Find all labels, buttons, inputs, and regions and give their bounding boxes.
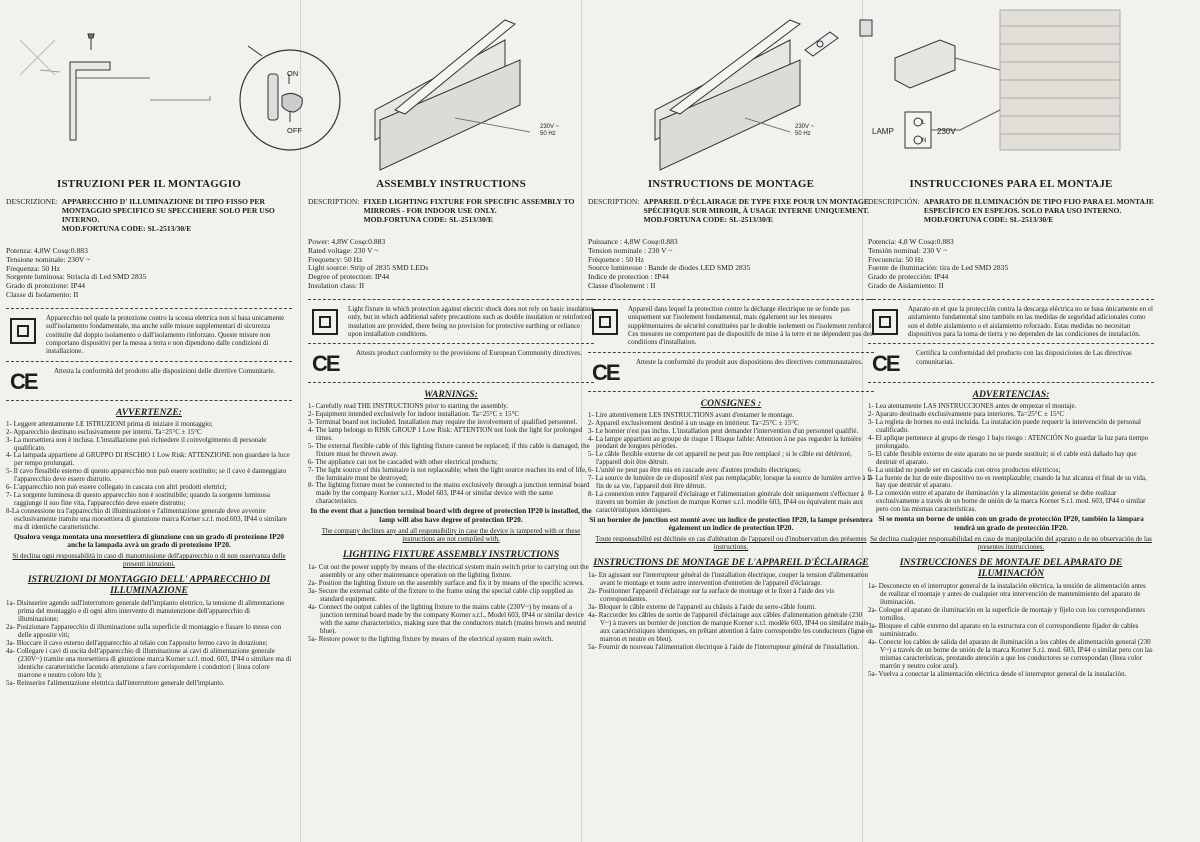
- assembly-heading: INSTRUCCIONES DE MONTAJE DEL APARATO DE ILUMINACIÓN: [899, 556, 1123, 579]
- ce-block: [308, 349, 594, 377]
- warnings-heading: AVVERTENZE:: [116, 406, 182, 418]
- ip20-warning: Si un bornier de jonction est monté avec un indice de protection IP20, la lampe présentera également un indice de protection IP20.: [589, 514, 873, 532]
- warning-item: 7- La source de lumière de ce dispositif n'est pas remplaçable; lorsque la source de lumière arrive à la fin de sa vie, l'appareil doit être détruit.: [588, 474, 873, 490]
- ce-mark-icon: CE: [872, 351, 899, 377]
- divider: [868, 299, 1154, 300]
- ce-text: Attesta la conformità del prodotto alle disposizioni delle direttive Comunitarie.: [54, 366, 276, 375]
- warning-item: 2- Equipment intended exclusively for indoor installation. Ta=25°C ± 15°C: [308, 410, 520, 419]
- section-title: ASSEMBLY INSTRUCTIONS: [376, 178, 526, 190]
- warning-item: 8-La connessione tra l'apparecchio di illuminazione e l'alimentazione generale deve avvenire esclusivamente tramite una morsettiera di giunzione marca Korner s.r.l. mod.603, IP44 o similare ma di identiche caratteristiche.: [6, 506, 287, 531]
- warning-item: 3- La regleta de bornes no está incluida. La instalación puede requerir la intervención de personal cualificado.: [868, 418, 1141, 435]
- warning-item: 8- The lighting fixture must be connected to the mains exclusively through a junction terminal board made by the company Korner s.r.l., Model 603, IP44 or similar device with the same characteristics.: [308, 481, 590, 506]
- divider: [588, 299, 874, 300]
- warning-item: 4- The lamp belongs to RISK GROUP 1 Low Risk: ATTENTION not look the light for prolonged times.: [308, 426, 583, 443]
- assembly-steps: [588, 571, 874, 651]
- warnings-list: [588, 412, 874, 515]
- warning-item: 6- The appliance can not be cascaded with other electrical products;: [308, 457, 498, 466]
- assembly-steps: [6, 599, 292, 687]
- warning-item: 3- Le bornier n'est pas inclus. L'installation peut demander l'intervention d'un personnel qualifié.: [588, 426, 859, 435]
- assembly-step: 5a- Fournir de nouveau l'alimentation électrique à l'aide de l'interrupteur général de l'installation.: [588, 643, 860, 652]
- warning-item: 3- La morsettiera non è inclusa. L'installazione può richiedere il coinvolgimento di personale qualificato.: [6, 435, 267, 452]
- divider: [6, 308, 292, 309]
- spec-item: Tension nominale : 230 V ~: [588, 245, 673, 255]
- description-label: DESCRIZIONE:: [6, 197, 58, 206]
- warning-item: 1- Leggere attentamente LE ISTRUZIONI prima di iniziare il montaggio;: [6, 419, 213, 428]
- warning-item: 2- Appareil exclusivement destiné à un usage en intérieur. Ta=25°C ± 15°C: [588, 418, 799, 427]
- section-title: INSTRUCTIONS DE MONTAGE: [647, 178, 815, 190]
- spec-item: Tensione nominale: 230V ~: [6, 254, 91, 264]
- spec-item: Frecuencia: 50 Hz: [868, 254, 924, 264]
- divider: [308, 299, 594, 300]
- spec-item: Insulation class: II: [308, 280, 365, 290]
- spec-item: Sorgente luminosa: Striscia di Led SMD 2835: [6, 272, 147, 282]
- divider: [6, 400, 292, 401]
- spec-item: Tensión nominal: 230 V ~: [868, 245, 948, 255]
- ce-mark-icon: CE: [10, 368, 37, 394]
- description-block: [868, 197, 1154, 224]
- spec-list: [6, 247, 292, 300]
- spec-list: [588, 238, 874, 291]
- description-text: [363, 197, 594, 224]
- assembly-step: 3a- Secure the external cable of the fixture to the frame using the special cable clip supplied as standard equipment.: [308, 587, 573, 603]
- spec-list: [308, 238, 594, 291]
- warning-item: 6- La unidad no puede ser en cascada con otros productos eléctricos;: [868, 465, 1061, 474]
- voltage-label-2: 230V ~ 50 Hz: [540, 124, 560, 137]
- assembly-step: 4a- Collegare i cavi di uscita dell'apparecchio di illuminazione ai cavi di alimentazione generale (230V~) tramite una morsettiera di giunzione marca Korner s.r.l. mod. 603, IP44 o similare ma di identiche caratteristiche facendo attenzione a fare corrispondere i conduttori ( linea colore marrone e neutro colore blu );: [6, 647, 292, 680]
- class2-text: Aparato en el que la protección contra la descarga eléctrica no se basa únicamente en el aislamiento fundamental sino también en las medidas de seguridad adicionales como son el doble aislamiento o el aislamiento reforzado. Estas medidas no necesitan dispositivos para la toma de tierra y no dependen de las condiciones de instalación.: [908, 304, 1153, 338]
- double-insulation-icon: [10, 318, 36, 344]
- warning-item: 4- El aplique pertenece al grupo de riesgo 1 bajo riesgo : ATENCIÓN No guardar la luz para tiempo prolongado.: [868, 434, 1149, 450]
- spec-item: Classe di Isolamento: II: [6, 289, 79, 299]
- model-code: MOD.FORTUNA CODE: SL-2513/30/E: [643, 215, 773, 224]
- assembly-step: 5a- Restore power to the lighting fixture by means of the electrical system main switch.: [308, 635, 554, 643]
- spec-item: Source lumineuse : Bande de diodes LED SMD 2835: [588, 263, 751, 273]
- spec-item: Potenza: 4,8W Cosφ:0.883: [6, 246, 88, 255]
- description-block: [588, 197, 874, 224]
- divider: [588, 352, 874, 353]
- spec-item: Frequency: 50 Hz: [308, 254, 363, 264]
- responsibility-note: Si declina ogni responsabilità in caso di manomissione dell'apparecchio o di non osservanza delle presenti istruzioni.: [12, 552, 286, 569]
- model-code: MOD.FORTUNA CODE: SL-2513/30/E: [363, 215, 493, 224]
- language-column: [6, 178, 292, 842]
- warnings-list: [868, 403, 1154, 514]
- warnings-heading: ADVERTENCIAS:: [972, 389, 1050, 401]
- warning-item: 5- Le câble flexible externe de cet appareil ne peut pas être remplacé ; si le câble est détérioré, l'appareil doit être détruit.: [588, 450, 852, 467]
- section-title: ISTRUZIONI PER IL MONTAGGIO: [57, 178, 241, 190]
- divider: [868, 343, 1154, 344]
- spec-item: Indice de protection : IP44: [588, 272, 669, 282]
- warning-item: 2- Apparecchio destinato esclusivamente per interni. Ta=25°C ± 15°C: [6, 427, 202, 436]
- description-text: [643, 197, 874, 224]
- assembly-step: 2a- Position the lighting fixture on the assembly surface and fix it by means of the specific screws.: [308, 579, 585, 587]
- assembly-step: 2a- Posizionare l'apparecchio di illuminazione sulla superficie di montaggio e fissare lo stesso con delle apposite viti;: [6, 623, 282, 640]
- class2-block: [868, 305, 1154, 339]
- assembly-step: 3a- Bloquer le câble externe de l'appareil au châssis à l'aide du serre-câble fourni.: [588, 603, 816, 612]
- bracket-screw-drawing: [20, 34, 210, 140]
- assembly-steps: [308, 563, 594, 643]
- assembly-step: 1a- Cut out the power supply by means of the electrical system main switch prior to carrying out the assembly or any other maintenance operation on the lighting fixture.: [308, 563, 589, 579]
- spec-item: Light source: Strip of 2835 SMD LEDs: [308, 263, 429, 273]
- assembly-step: 5a- Vuelva a conectar la alimentación eléctrica desde el interruptor general de la instalación.: [868, 669, 1127, 678]
- class2-block: [6, 314, 292, 356]
- voltage-label-3: 230V ~ 50 Hz: [795, 124, 815, 137]
- mirror-mount-drawing: [375, 20, 530, 170]
- description-label: DESCRIPTION:: [308, 197, 360, 206]
- responsibility-note: The company declines any and all responsibility in case the device is tampered with or these instructions are not complied with.: [321, 527, 581, 543]
- ce-mark-icon: CE: [592, 359, 619, 385]
- warning-item: 5- The external flexible cable of this lighting fixture cannot be replaced; if this cable is damaged, the fixture must be thrown away.: [308, 441, 590, 458]
- warning-item: 6- L'apparecchio non può essere collegato in cascata con altri prodotti elettrici;: [6, 483, 227, 492]
- class2-text: Apparecchio nel quale la protezione contro la scossa elettrica non si basa unicamente sull'isolamento fondamentale, ma anche sulle misure supplementari di sicurezza costituite dal doppio isolamento o dall'isolamento rinforzato. Queste misure non comportano dispositivi per la messa a terra e non dipendono dalle condizioni di installazione.: [46, 313, 285, 356]
- assembly-heading: ISTRUZIONI DI MONTAGGIO DELL' APPARECCHIO DI ILLUMINAZIONE: [27, 574, 271, 597]
- description-body: FIXED LIGHTING FIXTURE FOR SPECIFIC ASSEMBLY TO MIRRORS - FOR INDOOR USE ONLY.: [363, 197, 575, 215]
- ce-text: Atteste la conformité du produit aux dispositions des directives communautaires.: [636, 357, 863, 366]
- language-column: [868, 178, 1154, 842]
- warning-item: 1- Lea atentamente LAS INSTRUCCIONES antes de empezar el montaje.: [868, 402, 1077, 411]
- ce-block: [588, 358, 874, 386]
- warning-item: 8- La connexion entre l'appareil d'éclairage et l'alimentation générale doit uniquement s'effectuer à travers un bornier de jonction de marque Korner s.r.l. modèle 603, IP44 ou équivalent mais aux caractéristiques identiques.: [588, 489, 864, 514]
- warnings-list: [308, 403, 594, 506]
- warning-item: 7- La sorgente luminosa di questo apparecchio non è sostituibile; quando la sorgente luminosa raggiunge il suo fine vita, l'apparecchio deve essere distrutto;: [6, 490, 270, 507]
- language-column: [308, 178, 594, 842]
- assembly-step: 1a- En agissant sur l'interrupteur général de l'installation électrique, couper la tension d'alimentation avant le montage et toute autre intervention d'entretien de l'appareil d'éclairage.: [588, 571, 868, 588]
- spec-item: Classe d'isolement : II: [588, 280, 656, 290]
- description-body: APPARECCHIO D' ILLUMINAZIONE DI TIPO FISSO PER MONTAGGIO SPECIFICO SU SPECCHIERE SOLO PER USO INTERNO.: [61, 197, 275, 224]
- warnings-list: [6, 421, 292, 532]
- warning-item: 4- La lampada appartiene al GRUPPO DI RSCHIO 1 Low Risk: ATTENZIONE non guardare la luce per tempo prolungati.: [6, 451, 290, 468]
- mirror-mount-drawing-2: [655, 20, 838, 170]
- ip20-warning: Si se monta un borne de unión con un grado de protección IP20, también la lámpara tendrá un grado de protección IP20.: [878, 514, 1144, 532]
- model-code: MOD.FORTUNA CODE: SL-2513/30/E: [923, 215, 1054, 224]
- spec-item: Puissance : 4,8W Cosφ:0.883: [588, 237, 678, 246]
- description-label: DESCRIPCIÓN:: [868, 197, 920, 206]
- terminal-box-drawing: [860, 10, 1120, 150]
- responsibility-note: Toute responsabilité est déclinée en cas d'altération de l'appareil ou d'inobservation des présentes instructions.: [595, 535, 867, 552]
- description-block: [6, 197, 292, 233]
- description-body: APPAREIL D'ÉCLAIRAGE DE TYPE FIXE POUR UN MONTAGE SPÉCIFIQUE SUR MIROIR, À USAGE INTERNE UNIQUEMENT.: [643, 197, 870, 215]
- warning-item: 7- The light source of this luminaire is not replaceable; when the light source reaches its end of life, the luminaire must be destroyed;: [308, 465, 587, 482]
- assembly-heading: LIGHTING FIXTURE ASSEMBLY INSTRUCTIONS: [342, 549, 560, 560]
- ip20-warning: In the event that a junction terminal board with degree of protection IP20 is installed, the lamp will also have degree of protection IP20.: [310, 506, 592, 524]
- ce-text: Attests product conformity to the provisions of European Community directives.: [356, 349, 582, 358]
- assembly-heading: INSTRUCTIONS DE MONTAGE DE L'APPAREIL D'ÉCLAIRAGE: [593, 557, 869, 569]
- spec-item: Fuente de iluminación: tira de Led SMD 2835: [868, 263, 1009, 273]
- description-text: [62, 197, 292, 233]
- ce-text: Certifica la conformidad del producto con las disposiciones de Las directivas comunitarias.: [916, 349, 1132, 366]
- terminal-n-label: N: [922, 138, 927, 144]
- spec-list: [868, 238, 1154, 291]
- ce-mark-icon: CE: [312, 351, 339, 377]
- warning-item: 8- La conexión entre el aparato de iluminación y la alimentación general se debe realizar exclusivamente a través de un borne de unión de la marca Korner S.r.l. mod. 603, IP44 o similar pero con las mismas características.: [868, 489, 1146, 514]
- spec-item: Grado di protezione: IP44: [6, 281, 86, 291]
- spec-item: Power: 4,8W Cosφ:0.883: [308, 237, 386, 246]
- description-label: DESCRIPTION:: [588, 197, 640, 206]
- assembly-illustrations: [0, 0, 1200, 178]
- switch-off-label: OFF: [287, 126, 302, 135]
- switch-on-label: ON: [287, 69, 299, 78]
- warnings-heading: CONSIGNES :: [700, 397, 762, 409]
- assembly-step: 3a- Bloquee el cable externo del aparato en la estructura con el correspondiente fijador de cables suministrado.: [868, 621, 1139, 638]
- spec-item: Fréquence : 50 Hz: [588, 254, 644, 264]
- ip20-warning: Qualora venga montata una morsettiera di giunzione con un grado di protezione IP20 anche la lampada avrà un grado di protezione IP20.: [13, 531, 285, 549]
- terminal-l-label: L: [922, 120, 926, 126]
- assembly-step: 4a- Connect the output cables of the lighting fixture to the mains cable (230V~) by means of a junction terminal board made by the company Korner s.r.l., Model 603, IP44 or similar device with the same characteristics, making sure that the conductors match (mains brown and neutral blue).: [308, 603, 586, 635]
- spec-item: Frequenza: 50 Hz: [6, 263, 60, 273]
- divider: [308, 343, 594, 344]
- description-body: APARATO DE ILUMINACIÓN DE TIPO FIJO PARA EL MONTAJE ESPECÍFICO EN ESPEJOS. SOLO PARA USO INTERNO.: [923, 197, 1154, 215]
- warning-item: 2- Aparato destinado exclusivamente para interiores. Ta=25°C ± 15°C: [868, 410, 1065, 419]
- divider: [588, 391, 874, 392]
- lamp-label: LAMP: [872, 127, 894, 136]
- warning-item: 5- Il cavo flessibile esterno di questo apparecchio non può essere sostituito; se il cavo è danneggiato l'apparecchio deve essere distrutto.: [6, 467, 287, 484]
- warnings-heading: WARNINGS:: [424, 389, 478, 401]
- assembly-step: 2a- Coloque el aparato de iluminación en la superficie de montaje y fíjelo con los correspondientes tornillos.: [868, 605, 1145, 622]
- spec-item: Potencia: 4,8 W Cosφ:0.883: [868, 237, 954, 246]
- description-block: [308, 197, 594, 224]
- class2-block: [588, 305, 874, 347]
- mains-230-label: 230V: [937, 127, 956, 136]
- double-insulation-icon: [872, 309, 898, 335]
- warning-item: 3- Terminal board not included. Installation may require the involvement of qualified personnel.: [308, 418, 578, 427]
- assembly-step: 5a- Reinserire l'alimentazione elettrica dall'interruttore generale dell'impianto.: [6, 679, 225, 688]
- divider: [868, 382, 1154, 383]
- divider: [6, 361, 292, 362]
- warning-item: 1- Carefully read THE INSTRUCTIONS prior to starting the assembly.: [308, 402, 509, 411]
- warning-item: 6- L'unité ne peut pas être mis en cascade avec d'autres produits électriques;: [588, 466, 801, 475]
- model-code: MOD.FORTUNA CODE: SL-2513/30/E: [61, 224, 192, 233]
- spec-item: Rated voltage: 230 V ~: [308, 245, 379, 255]
- assembly-step: 4a- Conecte los cables de salida del aparato de iluminación a los cables de alimentación general (230 V~) a través de un borne de unión de la marca Korner S.r.l. mod. 603, IP44 o similar pero con las mismas características, prestando atención a que los conductores se correspondan (línea color marrón y neutro color azul).: [868, 637, 1153, 670]
- spec-item: Degree of protection: IP44: [308, 272, 390, 282]
- description-text: [924, 197, 1154, 224]
- spec-item: Grado de protección: IP44: [868, 272, 949, 282]
- section-title: INSTRUCCIONES PARA EL MONTAJE: [909, 178, 1113, 190]
- double-insulation-icon: [312, 309, 338, 335]
- warning-item: 4- La lampe appartient au groupe de risque 1 Risque faible: Attention à ne pas regarder la lumière pendant de longues périodes.: [588, 434, 862, 451]
- spec-item: Grado de Aislamiento: II: [868, 280, 944, 290]
- ce-block: [868, 349, 1154, 377]
- class2-text: Appareil dans lequel la protection contre la décharge électrique ne se fonde pas uniquement sur l'isolement fondamental, mais également sur les mesures supplémentaires de sécurité constituées par le double isolement ou l'isolement renforcé. Ces mesures ne comportent pas de dispositifs de mise à la terre et ne dépendent pas des conditions d'installation.: [628, 304, 874, 347]
- assembly-step: 1a- Desconecte en el interruptor general de la instalación eléctrica, la tensión de alimentación antes de realizar el montaje y antes de cualquier otra intervención de mantenimiento del aparato de iluminación.: [868, 581, 1146, 606]
- warning-item: 7- La fuente de luz de este dispositivo no es reemplazable; cuando la luz alcanza el final de su vida, hay que destruir el aparato.: [868, 473, 1147, 490]
- assembly-step: 4a- Raccorder les câbles de sortie de l'appareil d'éclairage aux câbles d'alimentation générale (230 V~) à travers un bornier de jonction de marque Korner s.r.l. modèle 603, IP44 ou similaire mais aux caractéristiques identiques, en prêtant attention à faire correspondre les conducteurs (ligne en marron et neutre en bleu).: [588, 611, 873, 644]
- ce-block: [6, 367, 292, 395]
- double-insulation-icon: [592, 309, 618, 335]
- divider: [308, 382, 594, 383]
- responsibility-note: Se declina cualquier responsabilidad en caso de manipulación del aparato o de no observación de las presentes instrucciones.: [870, 534, 1152, 551]
- class2-block: [308, 305, 594, 339]
- language-column: [588, 178, 874, 842]
- assembly-step: 3a- Bloccare il cavo esterno dell'apparecchio al telaio con l'apposito fermo cavo in dotazione;: [6, 639, 268, 648]
- warning-item: 5- El cable flexible externo de este aparato no se puede sustituir; si el cable está dañado hay que destruir el aparato.: [868, 449, 1137, 466]
- assembly-step: 1a- Disinserire agendo sull'interruttore generale dell'impianto elettrico, la tensione di alimentazione prima del montaggio e di ogni altro intervento di manutenzione dell'apparecchio di illuminazione;: [6, 599, 285, 624]
- class2-text: Light fixture in which protection against electric shock does not rely on basic insulation only, but in which additional safety precautions such as double insulation or reinforced insulation are provided, there being no provision for protective earthing or reliance upon installation conditions.: [348, 304, 594, 338]
- warning-item: 1- Lire attentivement LES INSTRUCTIONS avant d'entamer le montage.: [588, 410, 794, 419]
- assembly-step: 2a- Positionner l'appareil d'éclairage sur la surface de montage et le fixer à l'aide des vis correspondantes.: [588, 587, 835, 604]
- assembly-steps: [868, 582, 1154, 678]
